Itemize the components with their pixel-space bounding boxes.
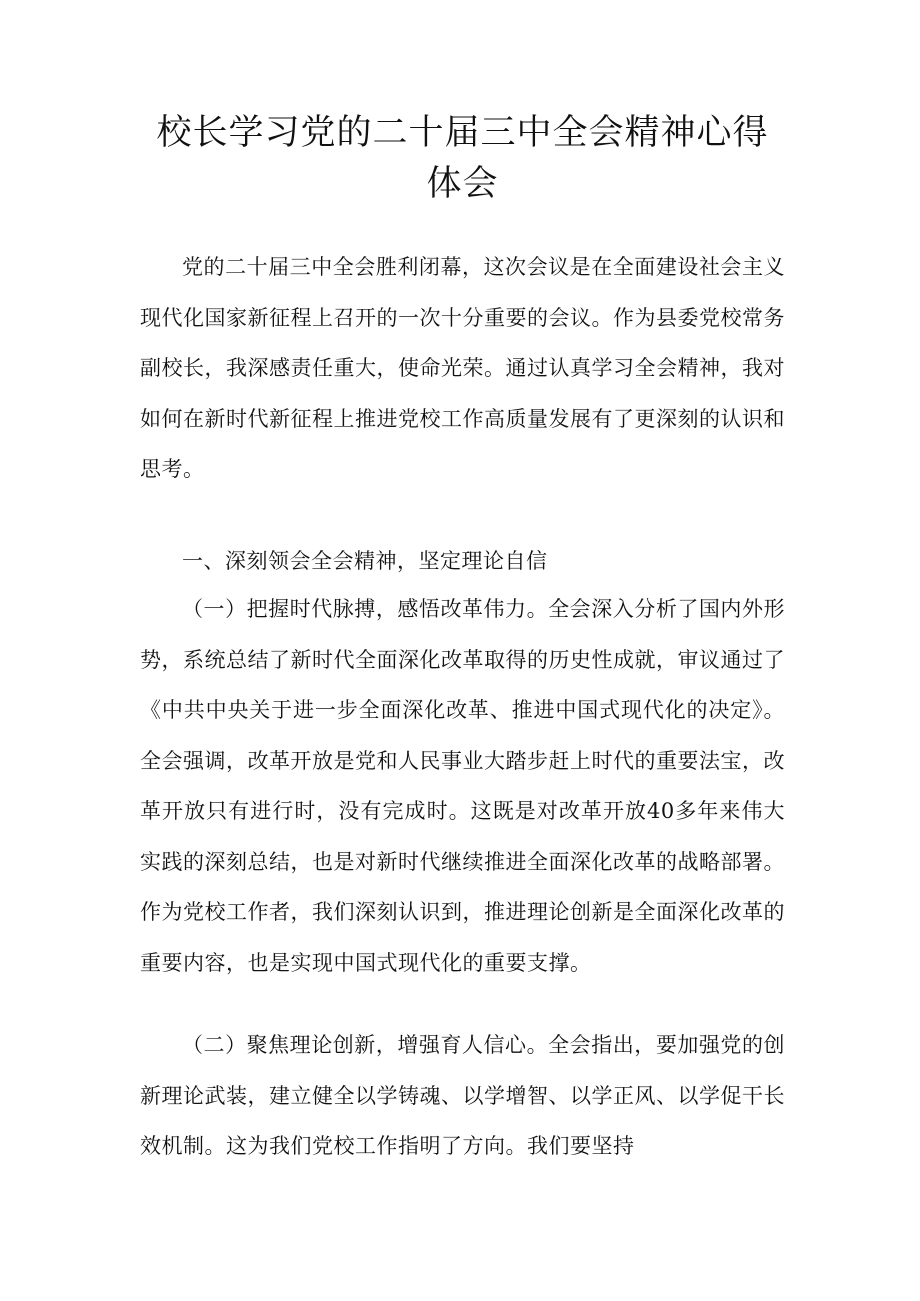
body-paragraph-2: （二）聚焦理论创新，增强育人信心。全会指出，要加强党的创新理论武装，建立健全以学铸魂、以学增智、以学正风、以学促干长效机制。这为我们党校工作指明了方向。我们要坚持 xyxy=(140,1033,785,1158)
body-paragraph-1: （一）把握时代脉搏，感悟改革伟力。全会深入分析了国内外形势，系统总结了新时代全面深化改革取得的历史性成就，审议通过了《中共中央关于进一步全面深化改革、推进中国式现代化的决定》。全会强调，改革开放是党和人民事业大踏步赶上时代的重要法宝，改革开放只有进行时，没有完成时。这既是对改革开放40多年来伟大实践的深刻总结，也是对新时代继续推进全面深化改革的战略部署。作为党校工作者，我们深刻认识到，推进理论创新是全面深化改革的重要内容，也是实现中国式现代化的重要支撑。 xyxy=(140,597,785,975)
section-heading: 一、深刻领会全会精神，坚定理论自信 xyxy=(182,549,548,573)
document-title: 校长学习党的二十届三中全会精神心得体会 xyxy=(156,113,769,204)
intro-paragraph: 党的二十届三中全会胜利闭幕，这次会议是在全面建设社会主义现代化国家新征程上召开的一次十分重要的会议。作为县委党校常务副校长，我深感责任重大，使命光荣。通过认真学习全会精神，我对如何在新时代新征程上推进党校工作高质量发展有了更深刻的认识和思考。 xyxy=(140,255,785,481)
